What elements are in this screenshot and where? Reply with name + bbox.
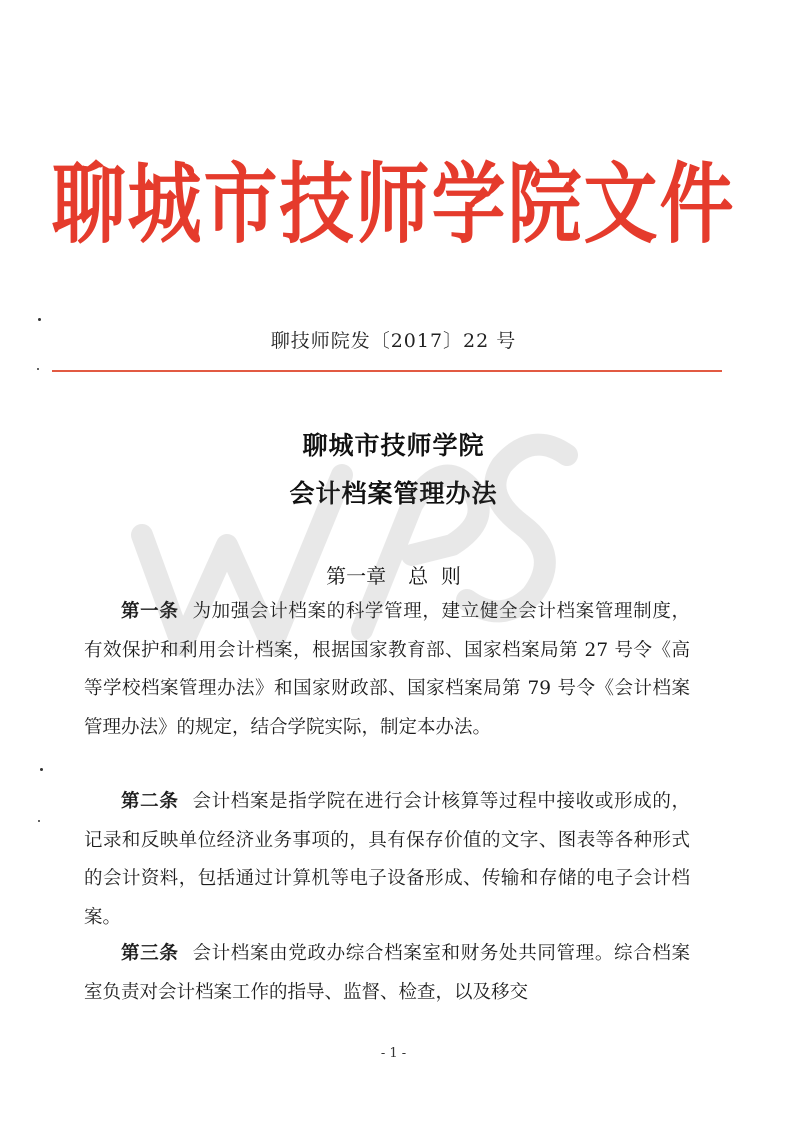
article-1-label: 第一条: [121, 601, 179, 622]
scan-speck: [37, 368, 39, 370]
article-2-text: 会计档案是指学院在进行会计核算等过程中接收或形成的，记录和反映单位经济业务事项的，具有保存价值的文字、图表等各种形式的会计资料，包括通过计算机等电子设备形成、传输和存储的电子会计档案。: [84, 791, 690, 928]
chapter-heading: [0, 560, 787, 589]
article-3-text: 会计档案由党政办综合档案室和财务处共同管理。综合档案室负责对会计档案工作的指导、监督、检查，以及移交: [84, 943, 690, 1003]
article-1: [84, 593, 690, 747]
chapter-name: 总 则: [408, 564, 461, 588]
page-number: - 1 -: [380, 1046, 407, 1061]
chapter-number: 第一章: [326, 564, 387, 588]
article-3: [84, 935, 690, 1012]
document-masthead: 聊城市技师学院文件: [51, 154, 736, 256]
article-3-label: 第三条: [121, 943, 179, 964]
title-line-2: 会计档案管理办法: [289, 479, 498, 508]
scan-speck: [40, 768, 43, 771]
scan-speck: [38, 820, 40, 822]
red-divider: [52, 370, 722, 372]
article-2: [84, 783, 690, 937]
article-2-label: 第二条: [121, 791, 179, 812]
scan-speck: [38, 318, 41, 321]
document-number: 聊技师院发〔2017〕22 号: [270, 330, 517, 352]
title-line-1: 聊城市技师学院: [302, 431, 485, 460]
article-1-text: 为加强会计档案的科学管理，建立健全会计档案管理制度，有效保护和利用会计档案，根据国家教育部、国家档案局第 27 号令《高等学校档案管理办法》和国家财政部、国家档案局第 79 号令《会计档案管理办法》的规定，结合学院实际，制定本办法。: [84, 601, 690, 738]
